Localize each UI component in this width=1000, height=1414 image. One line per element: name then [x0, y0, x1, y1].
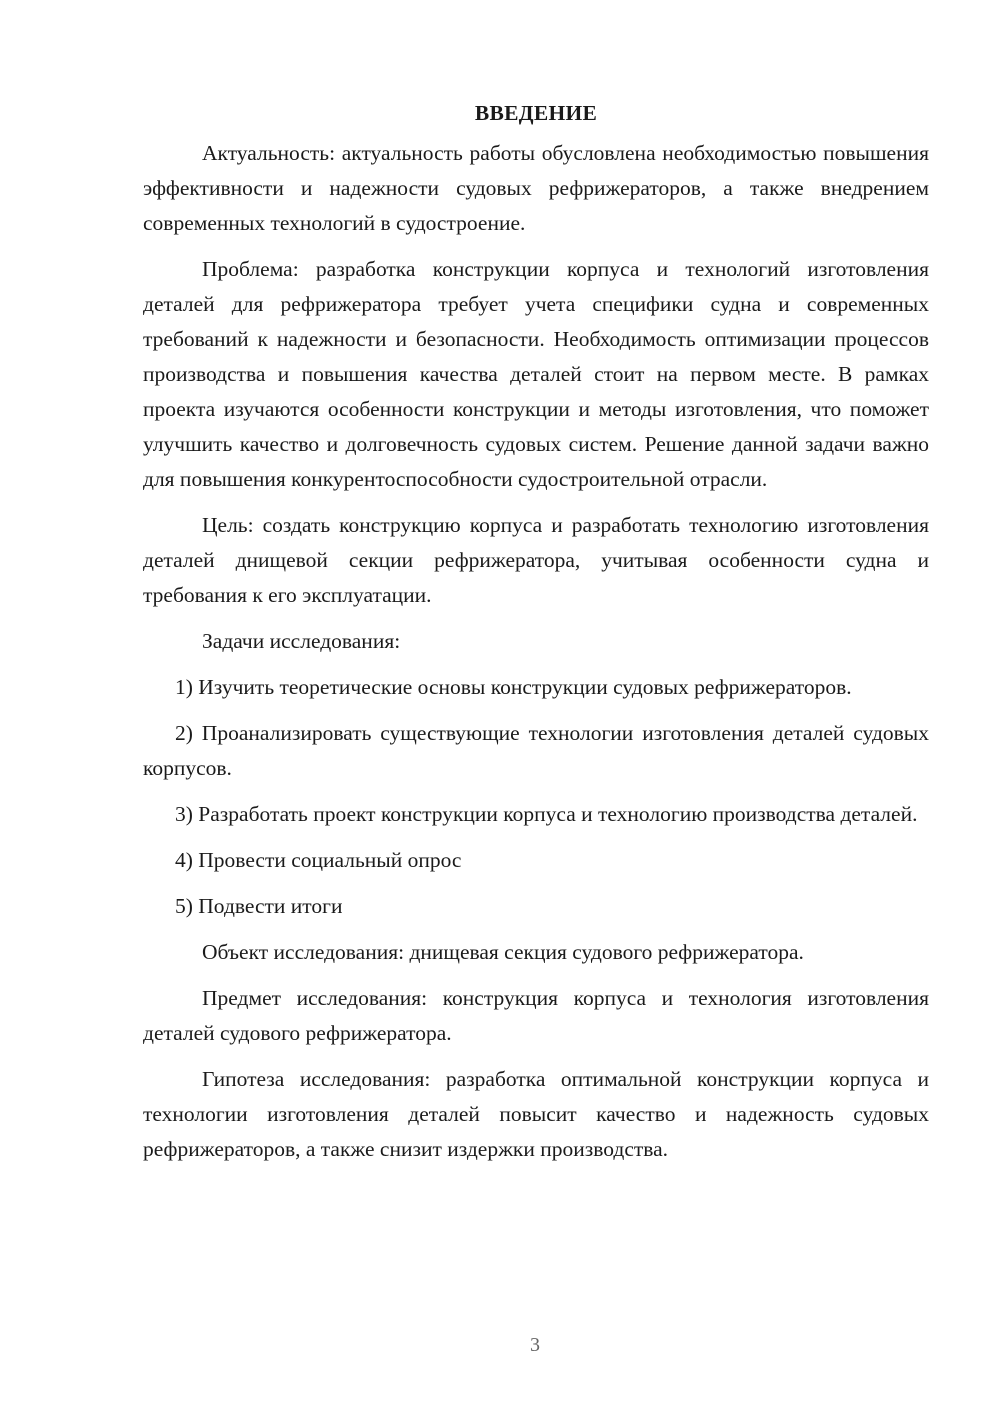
subject-paragraph: Предмет исследования: конструкция корпуса и технология изготовления деталей судового рефрижератора. [143, 986, 929, 1045]
task-item-5: 5) Подвести итоги [175, 894, 343, 918]
task-item-4: 4) Провести социальный опрос [175, 848, 462, 872]
relevance-paragraph: Актуальность: актуальность работы обусловлена необходимостью повышения эффективности и надежности судовых рефрижераторов, а также внедрением современных технологий в судостроение. [143, 141, 929, 235]
section-heading: ВВЕДЕНИЕ [474, 101, 598, 125]
problem-paragraph: Проблема: разработка конструкции корпуса и технологий изготовления деталей для рефрижератора требует учета специфики судна и современных требований к надежности и безопасности. Необходимость оптимизации процессов производства и повышения качества деталей стоит на первом месте. В рамках проекта изучаются особенности конструкции и методы изготовления, что поможет улучшить качество и долговечность судовых систем. Решение данной задачи важно для повышения конкурентоспособности судостроительной отрасли. [143, 257, 929, 491]
task-item-3: 3) Разработать проект конструкции корпуса и технологию производства деталей. [175, 802, 918, 826]
page-number: 3 [530, 1334, 540, 1356]
task-item-1: 1) Изучить теоретические основы конструкции судовых рефрижераторов. [175, 675, 852, 699]
document-page [143, 96, 929, 1178]
hypothesis-paragraph: Гипотеза исследования: разработка оптимальной конструкции корпуса и технологии изготовления деталей повысит качество и надежность судовых рефрижераторов, а также снизит издержки производства. [143, 1067, 929, 1161]
task-item-2: 2) Проанализировать существующие технологии изготовления деталей судовых корпусов. [143, 721, 929, 780]
object-paragraph: Объект исследования: днищевая секция судового рефрижератора. [202, 940, 804, 964]
goal-paragraph: Цель: создать конструкцию корпуса и разработать технологию изготовления деталей днищевой секции рефрижератора, учитывая особенности судна и требования к его эксплуатации. [143, 513, 929, 607]
tasks-heading: Задачи исследования: [202, 629, 401, 653]
